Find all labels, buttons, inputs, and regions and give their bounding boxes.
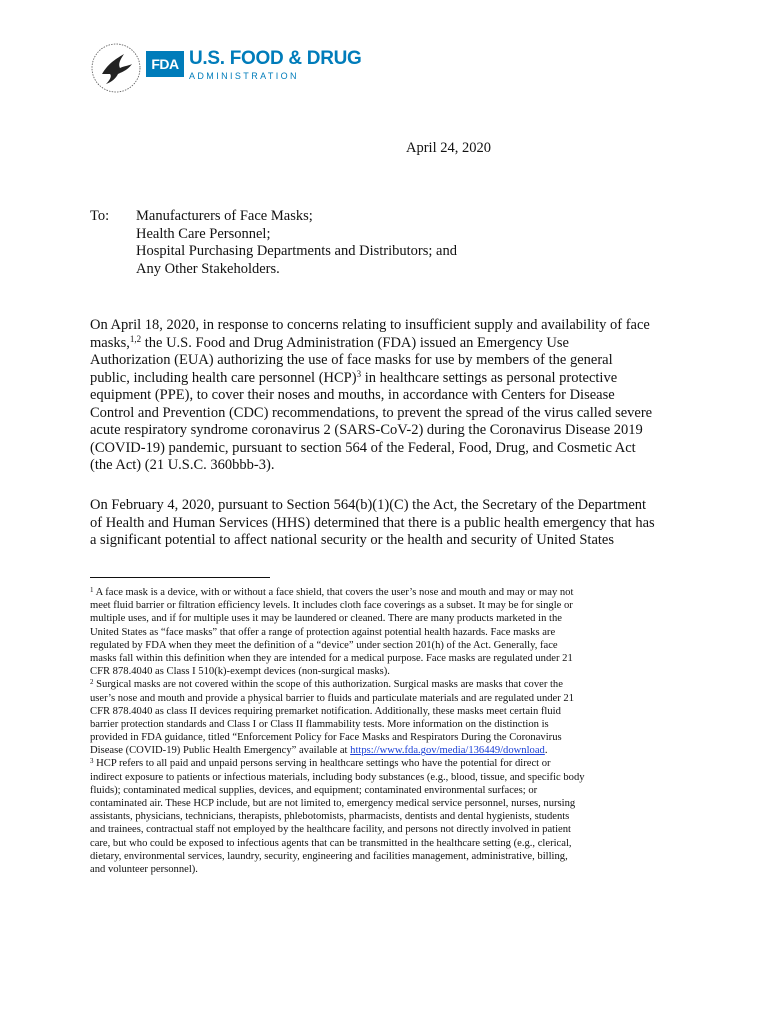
recipient-line: Manufacturers of Face Masks; bbox=[136, 208, 313, 224]
agency-wordmark bbox=[189, 49, 362, 82]
text-line bbox=[90, 370, 690, 388]
text-span: public, including health care personnel (HCP) bbox=[90, 369, 357, 386]
text-line: acute respiratory syndrome coronavirus 2 (SARS-CoV-2) during the Coronavirus Disease 2019 bbox=[90, 422, 643, 438]
text-line: meet fluid barrier or filtration efficiency levels. It includes cloth face coverings as a subset. It may be for single or bbox=[90, 600, 573, 612]
text-line: contaminated air. These HCP include, but are not limited to, emergency medical service personnel, nurses, nursing bbox=[90, 798, 576, 809]
text-span: the U.S. Food and Drug Administration (FDA) issued an Emergency Use bbox=[141, 334, 569, 351]
text-line: United States as “face masks” that offer a range of protection against potential health hazards. Face masks are bbox=[90, 626, 556, 638]
footnote-number: 3 bbox=[90, 757, 94, 766]
footnote-2 bbox=[90, 678, 690, 691]
text-line: fluids); contaminated medical supplies, devices, and equipment; contaminated environmental surfaces; or bbox=[90, 784, 538, 796]
footnote-3 bbox=[90, 757, 690, 770]
agency-subtitle: ADMINISTRATION bbox=[189, 70, 299, 81]
recipient-line: Health Care Personnel; bbox=[136, 225, 271, 242]
footnote-ref: 1,2 bbox=[129, 333, 142, 344]
text-line: provided in FDA guidance, titled “Enforcement Policy for Face Masks and Respirators During the Coronavirus bbox=[90, 732, 562, 744]
recipient-line: Hospital Purchasing Departments and Distributors; and bbox=[136, 243, 457, 259]
text-span: . bbox=[544, 745, 548, 757]
text-line: On February 4, 2020, pursuant to Section 564(b)(1)(C) the Act, the Secretary of the Department bbox=[90, 497, 647, 513]
to-label: To: bbox=[90, 208, 110, 224]
footnotes bbox=[90, 586, 690, 876]
text-line: On April 18, 2020, in response to concerns relating to insufficient supply and availability of face bbox=[90, 317, 650, 333]
text-line: Control and Prevention (CDC) recommendations, to prevent the spread of the virus called severe bbox=[90, 404, 653, 421]
footnote-1 bbox=[90, 586, 690, 599]
text-line: multiple uses, and if for multiple uses it may be laundered or cleaned. There are many products marketed in the bbox=[90, 613, 562, 625]
text-line: (COVID-19) pandemic, pursuant to section 564 of the Federal, Food, Drug, and Cosmetic Act bbox=[90, 439, 636, 456]
text-line: equipment (PPE), to cover their noses and mouths, in accordance with Centers for Disease bbox=[90, 387, 615, 403]
text-span: A face mask is a device, with or without a face shield, that covers the user’s nose and mouth and may or may not bbox=[93, 587, 574, 598]
text-span: Surgical masks are not covered within the scope of this authorization. Surgical masks are masks that cover the bbox=[93, 679, 563, 691]
footnote-divider bbox=[90, 577, 270, 578]
text-span: Disease (COVID-19) Public Health Emergency” available at bbox=[90, 745, 351, 757]
text-line: (the Act) (21 U.S.C. 360bbb-3). bbox=[90, 457, 275, 473]
text-line: of Health and Human Services (HHS) determined that there is a public health emergency that has bbox=[90, 514, 655, 531]
body-paragraph-eua bbox=[90, 317, 690, 475]
agency-name: U.S. FOOD & DRUG bbox=[189, 47, 362, 69]
text-line: barrier protection standards and Class I or Class II flammability tests. More information on the distinction is bbox=[90, 718, 549, 730]
fda-logo bbox=[90, 42, 362, 94]
recipient-list bbox=[136, 208, 457, 278]
text-line: masks fall within this definition when they are intended for a medical purpose. Face masks are regulated under 21 bbox=[90, 652, 573, 664]
footnote-number: 1 bbox=[90, 586, 94, 594]
text-span: HCP refers to all paid and unpaid persons serving in healthcare settings who have the potential for direct or bbox=[93, 758, 551, 770]
body-paragraph-hhs bbox=[90, 497, 690, 550]
text-line bbox=[90, 744, 690, 757]
hhs-eagle-seal-icon bbox=[90, 42, 142, 94]
text-line bbox=[90, 335, 690, 353]
text-line: CFR 878.4040 as Class I 510(k)-exempt devices (non-surgical masks). bbox=[90, 666, 390, 678]
text-line: dietary, environmental services, laundry, security, engineering and facilities management, administrative, billing, bbox=[90, 850, 568, 862]
text-span: masks, bbox=[90, 334, 130, 351]
text-line: indirect exposure to patients or infectious materials, including body substances (e.g., blood, tissue, and specific body bbox=[90, 771, 585, 783]
text-span: in healthcare settings as personal protective bbox=[361, 369, 618, 386]
guidance-download-link[interactable]: https://www.fda.gov/media/136449/download bbox=[350, 745, 545, 757]
text-line: user’s nose and mouth and provide a physical barrier to fluids and particulate materials and are regulated under 21 bbox=[90, 692, 575, 704]
text-line: CFR 878.4040 as class II devices requiring premarket notification. Additionally, these masks meet certain fluid bbox=[90, 705, 561, 717]
text-line: assistants, physicians, technicians, therapists, phlebotomists, pharmacists, dentists and dental hygienists, students bbox=[90, 811, 570, 823]
footnote-number: 2 bbox=[90, 678, 94, 687]
text-line: Authorization (EUA) authorizing the use of face masks for use by members of the general bbox=[90, 352, 613, 368]
fda-mark: FDA bbox=[146, 51, 184, 77]
text-line: care, but who could be exposed to infectious agents that can be transmitted in the healthcare setting (e.g., clerical, bbox=[90, 837, 572, 849]
letter-date: April 24, 2020 bbox=[406, 140, 491, 156]
text-line: and trainees, contractual staff not employed by the healthcare facility, and persons not directly involved in patient bbox=[90, 824, 571, 836]
footnote-ref: 3 bbox=[356, 368, 362, 379]
text-line: a significant potential to affect national security or the health and security of United States bbox=[90, 532, 614, 548]
text-line: regulated by FDA when they meet the definition of a “device” under section 201(h) of the Act. Generally, face bbox=[90, 639, 558, 651]
text-line: and volunteer personnel). bbox=[90, 863, 198, 875]
recipient-line: Any Other Stakeholders. bbox=[136, 260, 280, 277]
